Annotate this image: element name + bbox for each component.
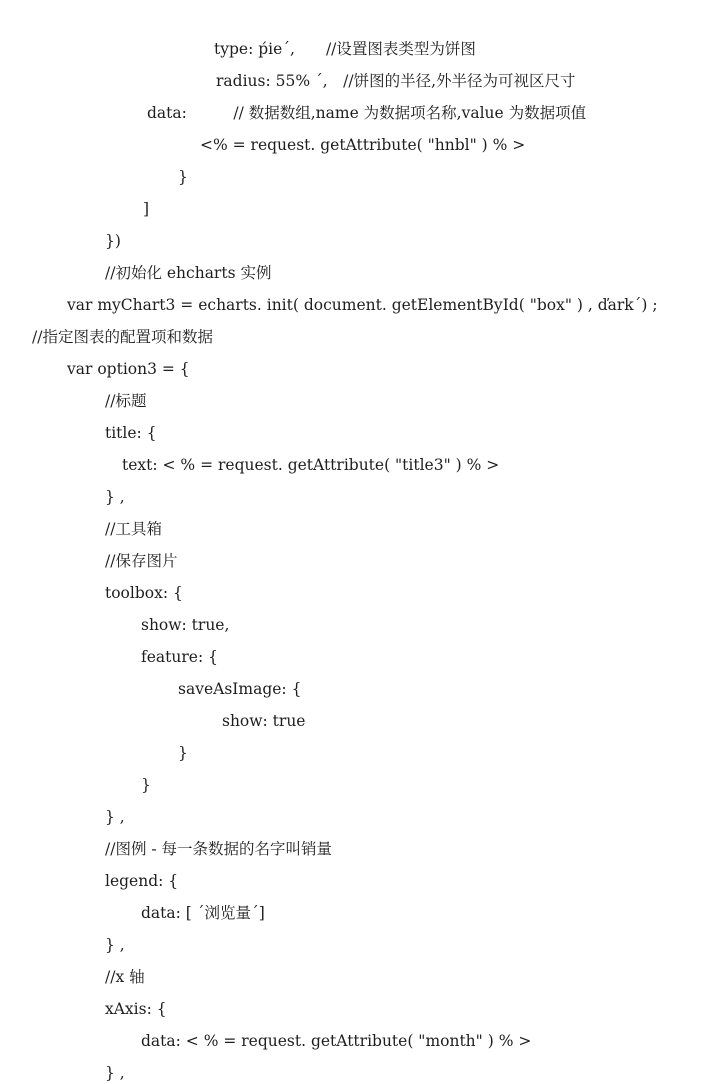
code-line-comment-title: //标题 [105,392,147,410]
code-line-close-xaxis: } , [105,1064,125,1082]
code-line-close-brace-1: } [178,168,188,186]
code-line-comment-legend: //图例 - 每一条数据的名字叫销量 [105,840,333,858]
code-line-xaxis: xAxis: { [105,1000,167,1018]
code-line-close-call: }) [105,232,121,250]
code-line-comment-save: //保存图片 [105,552,178,570]
code-line-type: type: ṕie´, //设置图表类型为饼图 [214,40,476,58]
code-line-close-toolbox: } , [105,808,125,826]
code-line-close-bracket: ] [143,200,150,218]
code-line-show-true-1: show: true, [141,616,230,634]
code-line-xaxis-data: data: < % = request. getAttribute( "month" ) % > [141,1032,532,1050]
code-line-close-feature: } [141,776,151,794]
code-line-data: data: // 数据数组,name 为数据项名称,value 为数据项值 [147,104,587,122]
code-line-title-text: text: < % = request. getAttribute( "title3" ) % > [122,456,500,474]
code-line-option3: var option3 = { [67,360,190,378]
code-line-save-as-image: saveAsImage: { [178,680,302,698]
code-line-close-title: } , [105,488,125,506]
code-line-mychart3: var myChart3 = echarts. init( document. getElementById( "box" ) , ďark´) ; [67,296,658,314]
code-line-feature: feature: { [141,648,218,666]
code-line-legend: legend: { [105,872,179,890]
code-line-comment-xaxis: //x 轴 [105,968,145,986]
code-line-title: title: { [105,424,157,442]
code-line-close-legend: } , [105,936,125,954]
code-line-close-save: } [178,744,188,762]
code-line-toolbox: toolbox: { [105,584,183,602]
code-line-radius: radius: 55% ´, //饼图的半径,外半径为可视区尺寸 [216,72,576,90]
code-line-comment-init: //初始化 ehcharts 实例 [105,264,272,282]
code-line-comment-config: //指定图表的配置项和数据 [32,328,213,346]
code-line-hnbl: <% = request. getAttribute( "hnbl" ) % > [200,136,526,154]
code-line-legend-data: data: [ ´浏览量´] [141,904,265,922]
code-line-show-true-2: show: true [222,712,306,730]
code-line-comment-toolbox: //工具箱 [105,520,162,538]
